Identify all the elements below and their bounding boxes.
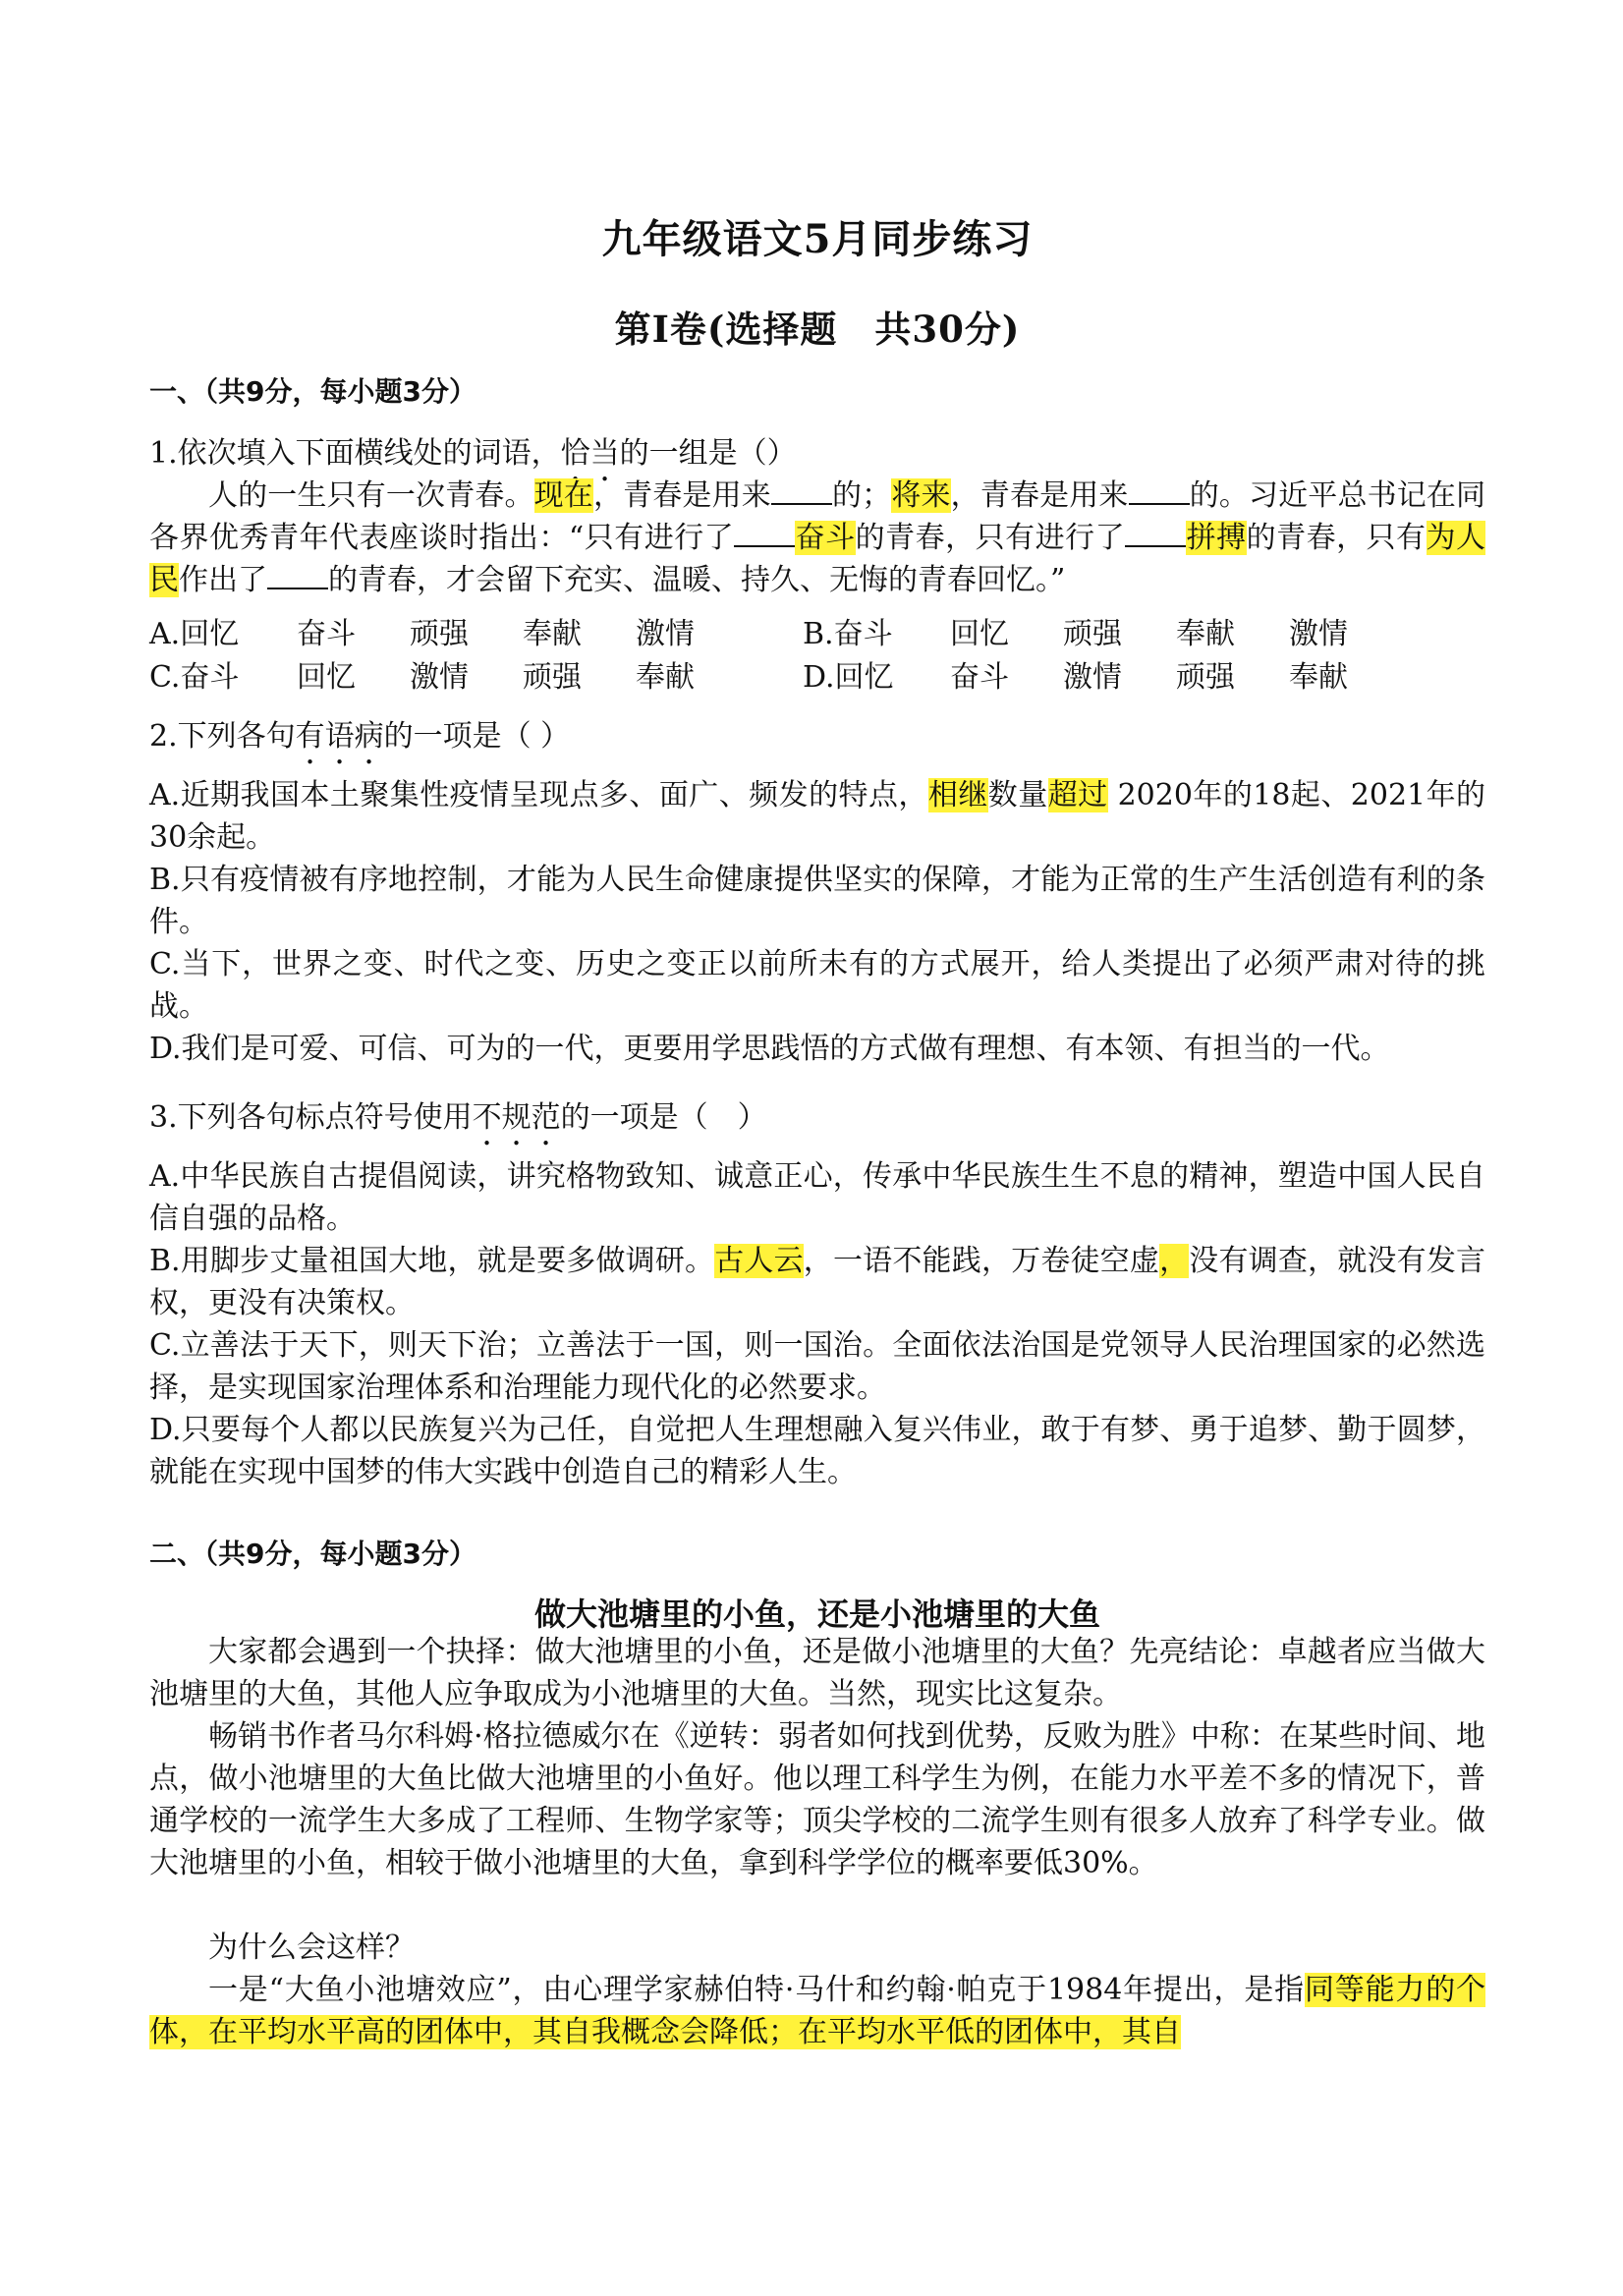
question-2-stem-text: 2.下列各句	[149, 719, 296, 754]
question-2-option-c: C.当下，世界之变、时代之变、历史之变正以前所未有的方式展开，给人类提出了必须严肃对待的挑战。	[149, 947, 1485, 1024]
question-3-option-d: D.只要每个人都以民族复兴为己任，自觉把人生理想融入复兴伟业，敢于有梦、勇于追梦、勤于圆梦，就能在实现中国梦的伟大实践中创造自己的精彩人生。	[149, 1413, 1485, 1489]
option-word: 奋斗	[950, 660, 1009, 695]
question-3-option-c: C.立善法于天下，则天下治；立善法于一国，则一国治。全面依法治国是党领导人民治理国家的必然选择，是实现国家治理体系和治理能力现代化的必然要求。	[149, 1328, 1485, 1405]
passage-text: ，青春是用来	[950, 478, 1129, 513]
emphasis-mark: 恰当	[560, 436, 620, 471]
section-1-heading: 一、（共9分，每小题3分）	[149, 375, 476, 408]
document-title: 九年级语文5月同步练习	[601, 216, 1034, 262]
passage-text: 作出了	[179, 563, 267, 597]
article-title: 做大池塘里的小鱼，还是小池塘里的大鱼	[533, 1596, 1100, 1633]
question-1-stem-text: 1.依次填入下面横线处的词语，	[149, 436, 561, 471]
passage-text: 的；	[831, 478, 892, 513]
question-3-stem-end: 的一项是（ ）	[560, 1100, 767, 1135]
option-d-word: D.回忆	[803, 660, 894, 695]
option-text: 没有调查，就没有发言权，更没有决策权。	[149, 1244, 1486, 1320]
option-word: 奋斗	[297, 617, 356, 651]
option-word: 顽强	[410, 617, 469, 651]
article-text: 一是“大鱼小池塘效应”，由心理学家赫伯特·马什和约翰·帕克于1984年提出，是指	[208, 1973, 1305, 2007]
article-paragraph-1: 大家都会遇到一个抉择：做大池塘里的小鱼，还是做小池塘里的大鱼？先亮结论：卓越者应当做大池塘里的大鱼，其他人应争取成为小池塘里的大鱼。当然，现实比这复杂。	[149, 1635, 1485, 1711]
option-b-word: B.奋斗	[803, 617, 893, 651]
article-paragraph-3: 为什么会这样？	[208, 1931, 415, 1965]
question-3-option-b	[149, 1240, 1485, 1324]
fill-blank	[267, 560, 328, 589]
fill-blank	[1129, 476, 1190, 505]
option-word: 激情	[1289, 617, 1348, 651]
question-3-option-a: A.中华民族自古提倡阅读，讲究格物致知、诚意正心，传承中华民族生生不息的精神，塑造中国人民自信自强的品格。	[149, 1159, 1485, 1236]
section-2-heading: 二、（共9分，每小题3分）	[149, 1538, 476, 1570]
option-text: 数量	[987, 778, 1048, 812]
passage-text: 的青春，只有	[1246, 521, 1427, 555]
highlight: 奋斗	[795, 521, 856, 555]
highlight: 将来	[891, 478, 951, 513]
highlight: ，	[1159, 1244, 1190, 1278]
option-c-word: C.奋斗	[149, 660, 240, 695]
question-1-options	[149, 609, 1387, 696]
option-word: 激情	[1063, 660, 1122, 695]
question-3-stem	[149, 1096, 1485, 1152]
question-1-stem-end: 的一组是（）	[619, 436, 797, 471]
option-word: 顽强	[523, 660, 582, 695]
emphasis-mark: 不规范	[472, 1100, 561, 1135]
option-word: 回忆	[297, 660, 356, 695]
highlight: 现在	[533, 478, 593, 513]
article-paragraph-2: 畅销书作者马尔科姆·格拉德威尔在《逆转：弱者如何找到优势，反败为胜》中称：在某些时间、地点，做小池塘里的大鱼比做大池塘里的小鱼好。他以理工科学生为例，在能力水平差不多的情况下，普通学校的一流学生大多成了工程师、生物学家等；顶尖学校的二流学生则有很多人放弃了科学专业。做大池塘里的小鱼，相较于做小池塘里的大鱼，拿到科学学位的概率要低30%。	[149, 1719, 1485, 1880]
option-word: 顽强	[1063, 617, 1122, 651]
question-2-stem-end: 的一项是（ ）	[383, 719, 571, 754]
option-word: 奉献	[1289, 660, 1348, 695]
option-word: 奉献	[636, 660, 695, 695]
option-text: A.近期我国本土聚集性疫情呈现点多、面广、频发的特点，	[149, 778, 928, 812]
highlight: 为人民	[149, 521, 1486, 597]
emphasis-mark: 有语病	[295, 719, 384, 754]
option-text: B.用脚步丈量祖国大地，就是要多做调研。	[149, 1244, 715, 1278]
article-paragraph-4	[149, 1969, 1485, 2053]
question-2-stem	[149, 715, 1485, 771]
fill-blank	[734, 518, 795, 547]
passage-text: ，青春是用来	[592, 478, 771, 513]
options-row	[149, 609, 1387, 652]
question-2-option-b: B.只有疫情被有序地控制，才能为人民生命健康提供坚实的保障，才能为正常的生产生活创造有利的条件。	[149, 863, 1485, 939]
option-a-word: A.回忆	[149, 617, 240, 651]
option-word: 奉献	[523, 617, 582, 651]
passage-text: 的青春，只有进行了	[855, 521, 1126, 555]
question-2-option-d: D.我们是可爱、可信、可为的一代，更要用学思践悟的方式做有理想、有本领、有担当的一代。	[149, 1032, 1390, 1066]
fill-blank	[1125, 518, 1186, 547]
fill-blank	[771, 476, 832, 505]
passage-text: 人的一生只有一次青春。	[208, 478, 534, 513]
option-text: ，一语不能践，万卷徒空虚	[803, 1244, 1160, 1278]
highlight: 超过	[1047, 778, 1108, 812]
option-word: 激情	[410, 660, 469, 695]
question-3-stem-text: 3.下列各句标点符号使用	[149, 1100, 473, 1135]
passage-text: 的。习近平总书记在同各界优秀青年代表座谈时指出：“只有进行了	[149, 478, 1486, 555]
option-text: 2020年的18起、2021年的30余起。	[149, 778, 1486, 855]
paper-subtitle: 第Ⅰ卷(选择题 共30分)	[614, 308, 1021, 351]
option-word: 顽强	[1176, 660, 1235, 695]
options-row	[149, 652, 1387, 696]
option-word: 激情	[636, 617, 695, 651]
question-1-passage	[149, 475, 1485, 601]
passage-text: 的青春，才会留下充实、温暖、持久、无悔的青春回忆。”	[328, 563, 1066, 597]
option-word: 回忆	[950, 617, 1009, 651]
option-word: 奉献	[1176, 617, 1235, 651]
highlight: 拼搏	[1186, 521, 1247, 555]
highlight: 古人云	[714, 1244, 804, 1278]
highlight: 相继	[927, 778, 988, 812]
highlight: 同等能力的个体，在平均水平高的团体中，其自我概念会降低；在平均水平低的团体中，其自	[149, 1973, 1486, 2049]
question-2-option-a	[149, 774, 1485, 859]
